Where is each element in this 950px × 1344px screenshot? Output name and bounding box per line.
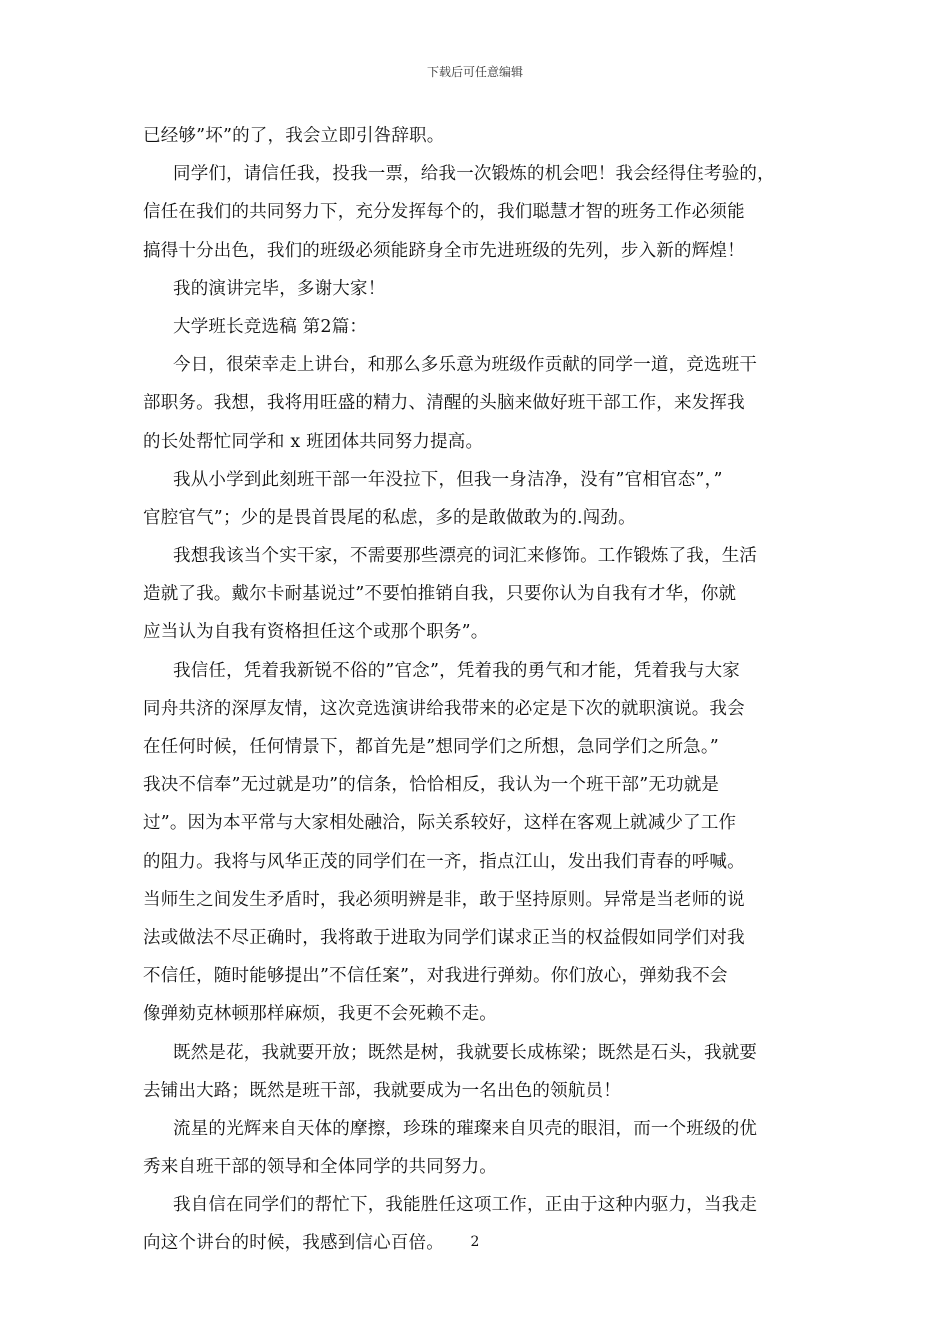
text-line: 不信任，随时能够提出”不信任案”，对我进行弹劾。你们放心，弹劾我不会 [143, 966, 728, 987]
text-line: 在任何时候，任何情景下，都首先是”想同学们之所想，急同学们之所急。” [143, 737, 719, 757]
text-line: 我自信在同学们的帮忙下，我能胜任这项工作，正由于这种内驱力，当我走 [173, 1195, 758, 1216]
text-line: 去铺出大路；既然是班干部，我就要成为一名出色的领航员！ [143, 1080, 621, 1101]
paragraph [143, 461, 811, 537]
text-line: 信任在我们的共同努力下，充分发挥每个的，我们聪慧才智的班务工作必须能 [143, 202, 745, 223]
text-line: 我从小学到此刻班干部一年没拉下，但我一身洁净，没有”官相官态”，” [173, 469, 723, 490]
text-line: 官腔官气”；少的是畏首畏尾的私虑，多的是敢做敢为的.闯劲。 [143, 507, 636, 528]
text-line: 同舟共济的深厚友情，这次竞选演讲给我带来的必定是下次的就职演说。我会 [143, 698, 745, 719]
document-body [143, 117, 811, 1263]
paragraph [143, 652, 811, 1034]
text-line: 我决不信奉”无过就是功”的信条，恰恰相反，我认为一个班干部”无功就是 [143, 775, 720, 796]
paragraph [143, 117, 811, 155]
text-line: 向这个讲台的时候，我感到信心百倍。 [143, 1233, 444, 1254]
text-line: 像弹劾克林顿那样麻烦，我更不会死赖不走。 [143, 1004, 497, 1025]
text-line: 搞得十分出色，我们的班级必须能跻身全市先进班级的先列，步入新的辉煌！ [143, 240, 745, 261]
text-line: 我信任，凭着我新锐不俗的”官念”，凭着我的勇气和才能，凭着我与大家 [173, 660, 740, 681]
text-line: 流星的光辉来自天体的摩擦，珍珠的璀璨来自贝壳的眼泪，而一个班级的优 [173, 1118, 758, 1139]
text-line: 秀来自班干部的领导和全体同学的共同努力。 [143, 1157, 497, 1178]
paragraph [143, 1186, 811, 1262]
paragraph [143, 155, 811, 270]
paragraph [143, 308, 811, 346]
text-line: 既然是花，我就要开放；既然是树，我就要长成栋梁；既然是石头，我就要 [173, 1042, 758, 1063]
text-line: 我想我该当个实干家，不需要那些漂亮的词汇来修饰。工作锻炼了我，生活 [173, 546, 758, 567]
text-line: 同学们，请信任我，投我一票，给我一次锻炼的机会吧！我会经得住考验的， [173, 164, 775, 185]
paragraph [143, 346, 811, 461]
text-line: 造就了我。戴尔卡耐基说过”不要怕推销自我，只要你认为自我有才华，你就 [143, 584, 737, 605]
paragraph [143, 270, 811, 308]
text-line: 当师生之间发生矛盾时，我必须明辨是非，敢于坚持原则。异常是当老师的说 [143, 889, 745, 910]
page-header: 下载后可任意编辑 [426, 65, 523, 79]
text-line: 过”。因为本平常与大家相处融洽，际关系较好，这样在客观上就减少了工作 [143, 813, 737, 834]
paragraph [143, 1034, 811, 1110]
text-line: 部职务。我想，我将用旺盛的精力、清醒的头脑来做好班干部工作，来发挥我 [143, 393, 745, 414]
text-line: 今日，很荣幸走上讲台，和那么多乐意为班级作贡献的同学一道，竞选班干 [173, 355, 758, 376]
text-line: 的阻力。我将与风华正茂的同学们在一齐，指点江山，发出我们青春的呼喊。 [143, 851, 745, 872]
paragraph [143, 1110, 811, 1186]
page-number: 2 [470, 1234, 480, 1250]
paragraph [143, 537, 811, 652]
text-line: 大学班长竞选稿 第2篇： [173, 316, 368, 337]
text-line: 应当认为自我有资格担任这个或那个职务”。 [143, 622, 489, 643]
text-line: 法或做法不尽正确时，我将敢于进取为同学们谋求正当的权益假如同学们对我 [143, 927, 745, 948]
text-line: 我的演讲完毕，多谢大家！ [173, 278, 386, 299]
text-line: 已经够”坏”的了，我会立即引咎辞职。 [143, 126, 445, 146]
text-line: 的长处帮忙同学和 x 班团体共同努力提高。 [143, 431, 484, 452]
